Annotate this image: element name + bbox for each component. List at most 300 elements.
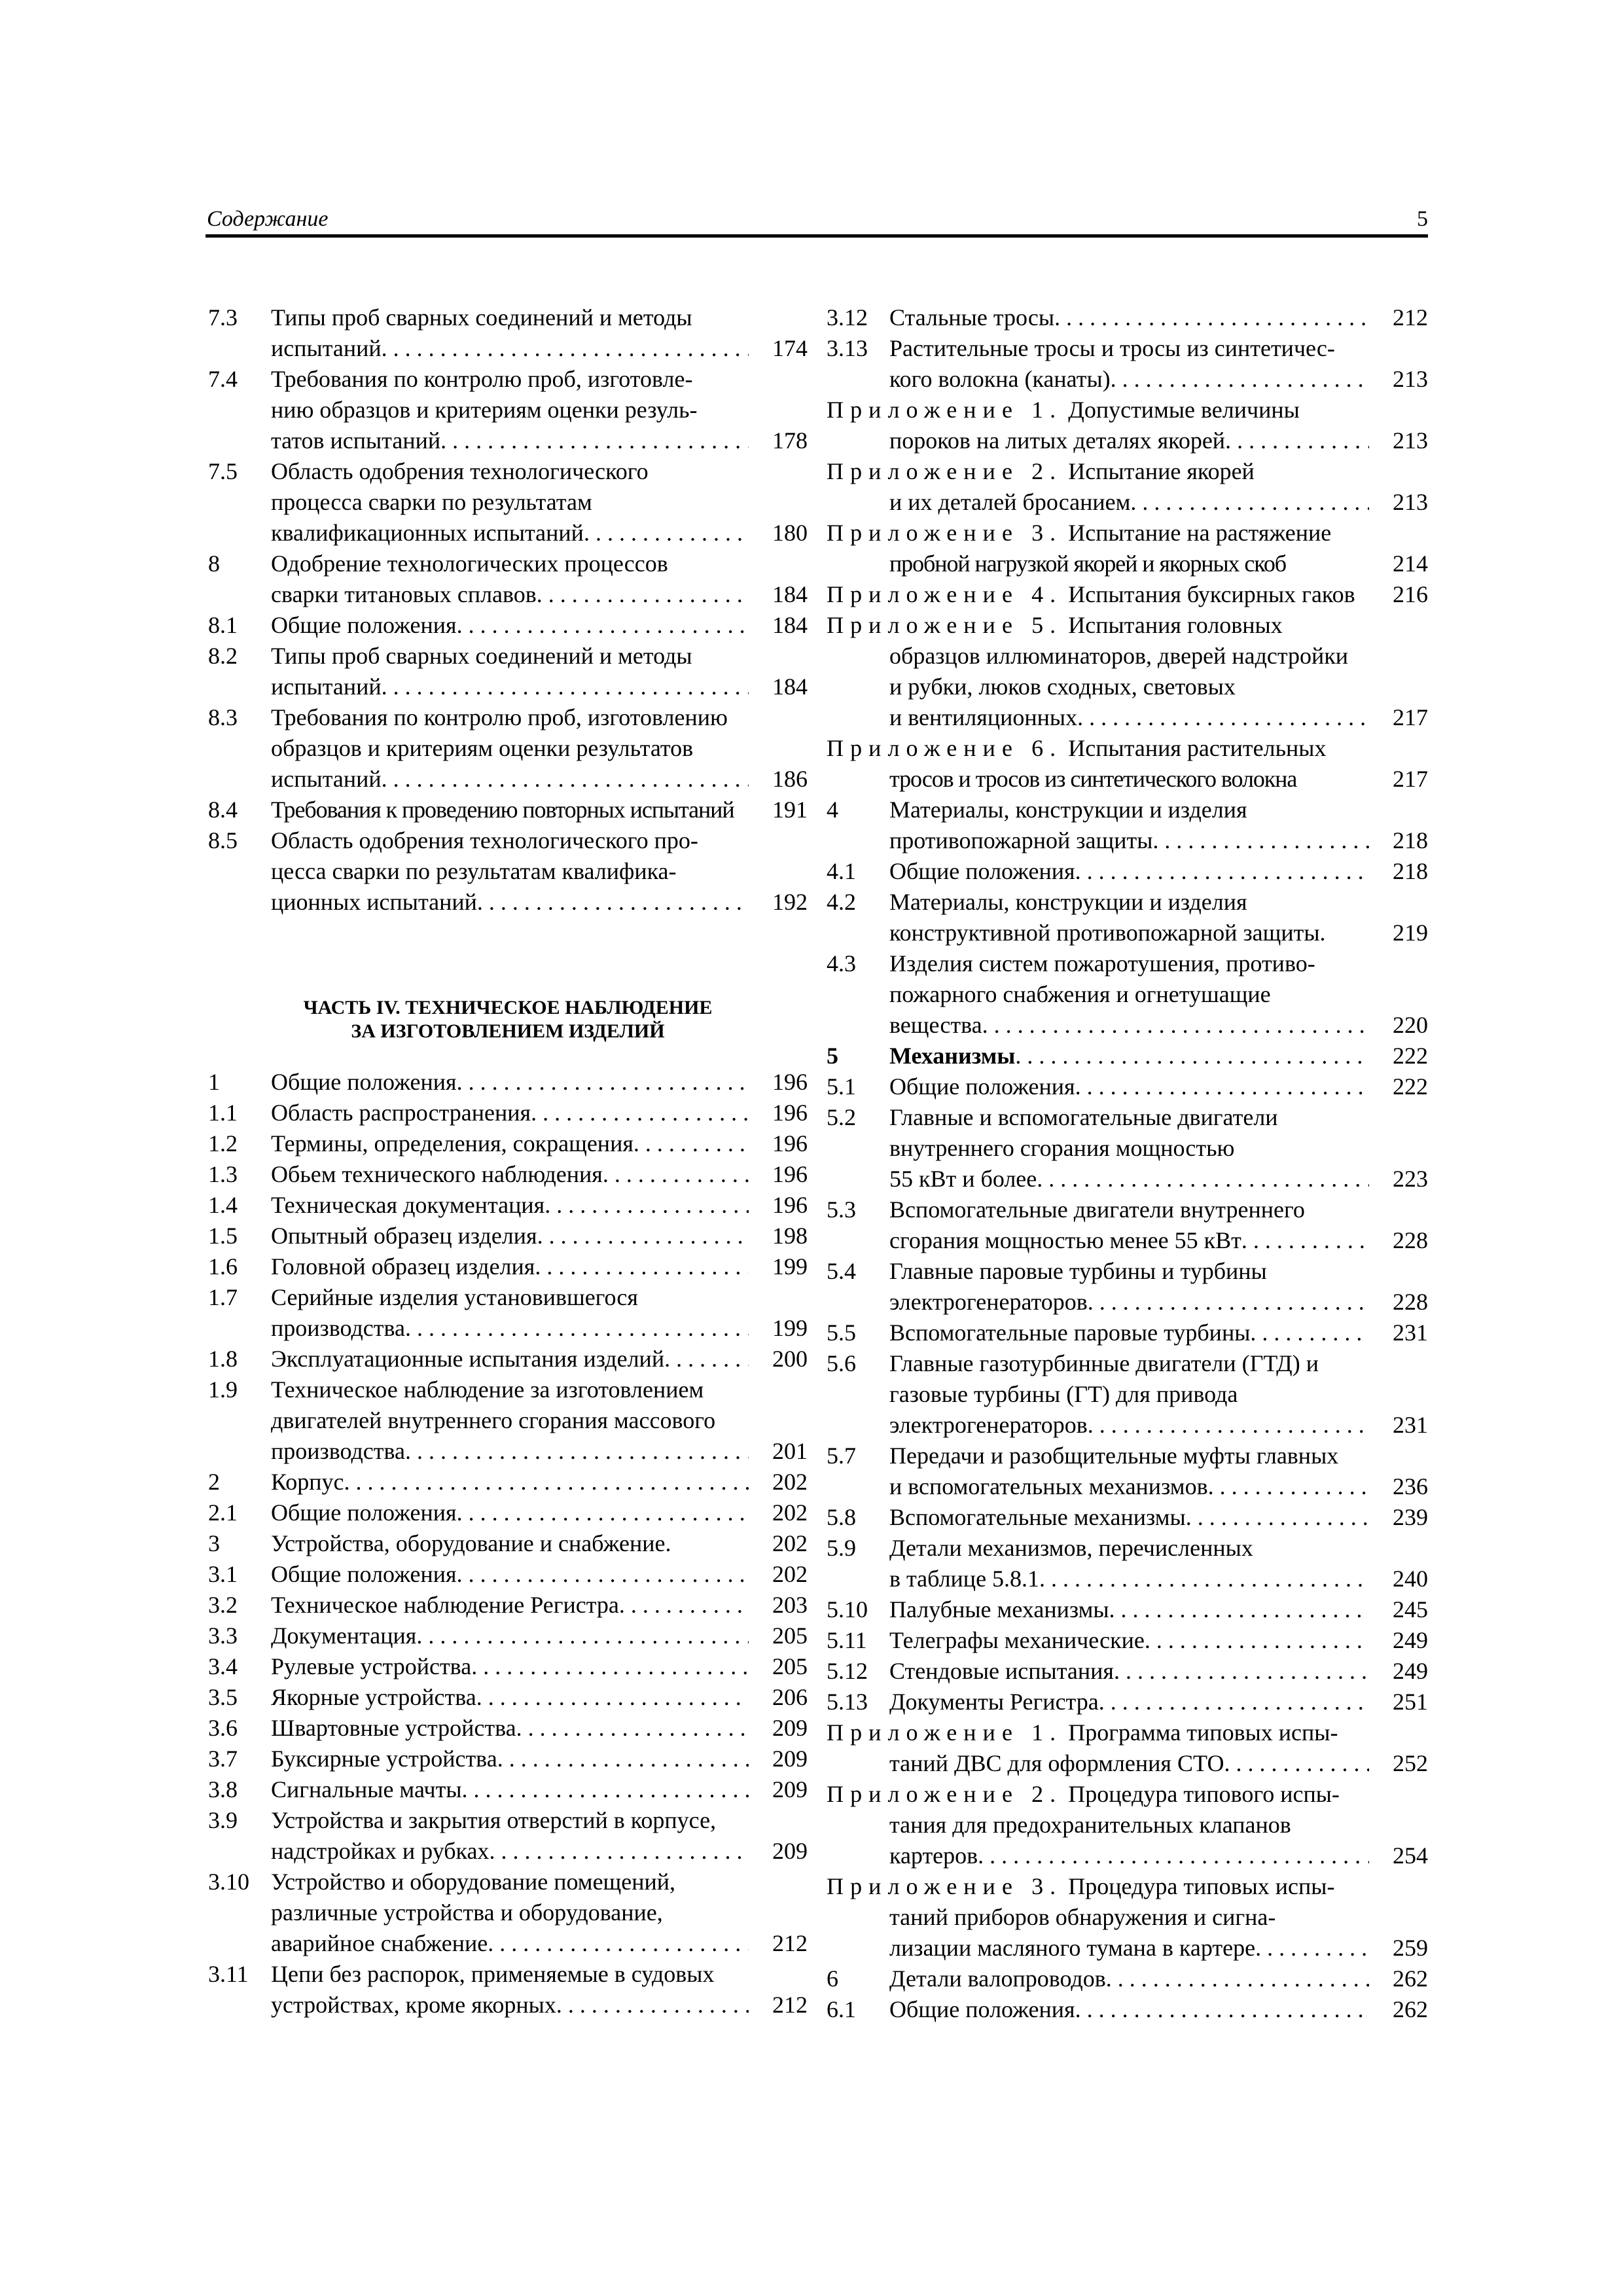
toc-entry-text <box>827 1441 1428 1502</box>
toc-entry-number: 1.4 <box>208 1192 238 1218</box>
dot-leader <box>535 1251 749 1282</box>
toc-entry-title: Механизмы <box>889 1043 1016 1069</box>
toc-entry-number: 3.9 <box>208 1807 238 1833</box>
toc-entry-number: 1.1 <box>208 1100 238 1126</box>
toc-entry <box>827 1102 1428 1194</box>
toc-entry <box>827 333 1428 395</box>
toc-entry <box>208 1098 808 1128</box>
toc-entry-page: 217 <box>1393 766 1428 792</box>
toc-entry-line <box>827 1779 1369 1810</box>
toc-entry-number: 3.6 <box>208 1715 238 1741</box>
toc-entry-page: 198 <box>772 1223 808 1249</box>
toc-entry-text <box>827 1994 1428 2025</box>
toc-entry-line <box>271 795 749 825</box>
toc-entry-page: 184 <box>772 581 808 607</box>
toc-entry <box>208 1774 808 1805</box>
toc-entry <box>208 1651 808 1682</box>
toc-entry-title: противопожарной защиты <box>889 827 1153 853</box>
toc-entry-text <box>827 1779 1428 1871</box>
dot-leader <box>619 1590 749 1621</box>
toc-entry-line <box>827 764 1369 795</box>
toc-entry-line <box>271 1928 749 1959</box>
toc-entry-page: 209 <box>772 1838 808 1864</box>
toc-entry-page: 178 <box>772 427 808 454</box>
dot-leader <box>457 1498 749 1528</box>
toc-entry-title: 55 кВт и более <box>889 1166 1037 1192</box>
toc-entry-line <box>889 887 1369 918</box>
toc-entry-line <box>271 1344 749 1374</box>
toc-entry-title: Корпус <box>271 1469 344 1495</box>
toc-entry-title: картеров <box>889 1842 978 1869</box>
toc-entry-title: Испытания растительных <box>1068 735 1327 761</box>
toc-entry-title: Обьем технического наблюдения <box>271 1161 603 1187</box>
toc-entry-line <box>271 1498 749 1528</box>
toc-entry-line <box>827 641 1369 672</box>
toc-entry-title: Вспомогательные двигатели внутреннего <box>889 1196 1305 1223</box>
toc-entry <box>827 1041 1428 1071</box>
toc-entry <box>827 1656 1428 1687</box>
part-heading <box>208 996 808 1043</box>
toc-entry-line <box>827 579 1369 610</box>
dot-leader <box>1225 425 1369 456</box>
header-title: Содержание <box>207 207 329 231</box>
toc-entry-number: 3.10 <box>208 1869 249 1895</box>
toc-entry-text <box>208 1621 808 1651</box>
toc-entry-page: 213 <box>1393 366 1428 392</box>
toc-entry-text <box>208 1282 808 1344</box>
toc-entry-number: 8.2 <box>208 643 238 669</box>
dot-leader <box>382 672 749 702</box>
toc-entry <box>827 1071 1428 1102</box>
toc-entry-page: 216 <box>1393 581 1428 607</box>
toc-entry-page: 218 <box>1393 858 1428 884</box>
appendix-label: Приложение 2. <box>827 1781 1063 1807</box>
toc-entry-title: газовые турбины (ГТ) для привода <box>889 1381 1238 1407</box>
toc-entry-title: Рулевые устройства <box>271 1653 472 1679</box>
toc-entry <box>827 795 1428 856</box>
toc-entry <box>208 1282 808 1344</box>
toc-entry-line <box>889 1164 1369 1194</box>
toc-entry <box>827 456 1428 518</box>
dot-leader <box>556 1990 749 2020</box>
toc-entry-title: Главные газотурбинные двигатели (ГТД) и <box>889 1350 1319 1376</box>
toc-entry <box>208 1867 808 1959</box>
toc-entry-page: 199 <box>772 1253 808 1280</box>
toc-entry-page: 262 <box>1393 1965 1428 1992</box>
toc-entry-title: Передачи и разобщительные муфты главных <box>889 1443 1339 1469</box>
toc-entry-page: 202 <box>772 1561 808 1587</box>
toc-entry-title: Вспомогательные паровые турбины <box>889 1319 1251 1346</box>
dot-leader <box>1111 364 1369 395</box>
toc-entry-number: 7.4 <box>208 366 238 392</box>
dot-leader <box>1088 1410 1369 1441</box>
toc-entry-line <box>271 487 749 518</box>
toc-entry-page: 231 <box>1393 1412 1428 1438</box>
toc-entry-title: Одобрение технологических процессов <box>271 550 668 577</box>
toc-entry-title: Стальные тросы <box>889 304 1055 331</box>
toc-entry-page: 212 <box>772 1992 808 2018</box>
toc-entry-line <box>271 1405 749 1436</box>
toc-entry-line <box>271 1805 749 1836</box>
toc-entry-number: 3.8 <box>208 1776 238 1803</box>
dot-leader <box>1106 1964 1369 1994</box>
toc-entry-line <box>271 1098 749 1128</box>
toc-entry-number: 7.3 <box>208 304 238 331</box>
toc-entry <box>208 1067 808 1098</box>
toc-entry <box>827 1348 1428 1441</box>
toc-entry-title: пробной нагрузкой якорей и якорных скоб <box>889 550 1287 577</box>
toc-entry-title: производства <box>271 1315 405 1341</box>
toc-entry-text <box>827 948 1428 1041</box>
toc-entry-number: 4.2 <box>827 889 856 915</box>
toc-entry <box>827 1256 1428 1318</box>
dot-leader <box>1186 1502 1369 1533</box>
toc-entry-line <box>271 1990 749 2020</box>
toc-entry-line <box>889 1071 1369 1102</box>
toc-entry-page: 213 <box>1393 489 1428 515</box>
toc-entry-title: Испытание якорей <box>1068 458 1255 484</box>
toc-entry-number: 2.1 <box>208 1499 238 1526</box>
toc-entry-title: Устройства и закрытия отверстий в корпусе, <box>271 1807 717 1833</box>
toc-entry-line <box>889 1194 1369 1225</box>
toc-entry-line <box>271 1713 749 1744</box>
toc-entry-text <box>827 518 1428 579</box>
toc-entry-page: 217 <box>1393 704 1428 730</box>
toc-entry <box>827 395 1428 456</box>
toc-entry-line <box>889 1564 1369 1594</box>
toc-entry-number: 1 <box>208 1069 220 1095</box>
toc-entry-line <box>271 1959 749 1990</box>
toc-entry-line <box>889 1533 1369 1564</box>
toc-entry-title: в таблице 5.8.1 <box>889 1566 1040 1592</box>
toc-entry-line <box>271 764 749 795</box>
toc-entry-line <box>889 1010 1369 1041</box>
toc-entry <box>208 1621 808 1651</box>
toc-entry <box>208 1344 808 1374</box>
toc-entry-title: Общие положения <box>889 858 1075 884</box>
toc-entry <box>827 610 1428 733</box>
toc-entry-text <box>208 1682 808 1713</box>
toc-entry-text <box>208 1744 808 1774</box>
dot-leader <box>1255 1933 1369 1964</box>
toc-entry-text <box>208 548 808 610</box>
toc-entry-title: Испытания головных <box>1068 612 1283 638</box>
toc-entry-page: 236 <box>1393 1473 1428 1499</box>
toc-entry-text <box>827 1625 1428 1656</box>
toc-entry-text <box>208 1590 808 1621</box>
toc-entry-line <box>271 456 749 487</box>
toc-entry-title: Изделия систем пожаротушения, противо- <box>889 950 1315 977</box>
toc-entry-line <box>889 856 1369 887</box>
toc-entry-page: 228 <box>1393 1227 1428 1253</box>
toc-entry-title: испытаний <box>271 766 382 792</box>
toc-entry-line <box>889 1102 1369 1133</box>
toc-entry-title: Область одобрения технологического <box>271 458 649 484</box>
toc-entry-page: 209 <box>772 1776 808 1803</box>
toc-entry-text <box>827 1348 1428 1441</box>
dot-leader <box>477 887 749 918</box>
toc-entry-title: Документы Регистра <box>889 1689 1099 1715</box>
toc-entry-line <box>271 825 749 856</box>
dot-leader <box>531 1098 749 1128</box>
toc-entry-page: 254 <box>1393 1842 1428 1869</box>
toc-entry <box>208 1374 808 1467</box>
toc-entry-page: 245 <box>1393 1596 1428 1623</box>
dot-leader <box>489 1836 749 1867</box>
toc-entry-title: двигателей внутреннего сгорания массового <box>271 1407 716 1433</box>
toc-entry-page: 202 <box>772 1530 808 1556</box>
toc-entry-line <box>889 1625 1369 1656</box>
toc-entry-text <box>208 1713 808 1744</box>
toc-entry-line <box>827 548 1369 579</box>
toc-entry-title: Общие положения <box>271 1561 457 1587</box>
toc-entry <box>208 1713 808 1744</box>
toc-entry-text <box>827 1964 1428 1994</box>
toc-entry-title: Процедура типового испы- <box>1068 1781 1340 1807</box>
dot-leader <box>1109 1594 1369 1625</box>
toc-entry <box>208 1128 808 1159</box>
toc-entry-page: 200 <box>772 1346 808 1372</box>
toc-entry-title: пожарного снабжения и огнетушащие <box>889 981 1271 1007</box>
dot-leader <box>1088 1287 1369 1318</box>
toc-entry-title: Опытный образец изделия <box>271 1223 537 1249</box>
toc-list-left-top <box>208 302 808 918</box>
appendix-label: Приложение 5. <box>827 612 1063 638</box>
toc-entry <box>827 948 1428 1041</box>
toc-entry-number: 1.9 <box>208 1376 238 1403</box>
toc-entry-title: Сигнальные мачты <box>271 1776 462 1803</box>
toc-entry-number: 3.12 <box>827 304 868 331</box>
toc-entry-text <box>827 579 1428 610</box>
toc-entry <box>827 1502 1428 1533</box>
toc-entry-line <box>827 456 1369 487</box>
toc-entry-text <box>208 1528 808 1559</box>
dot-leader <box>1130 487 1369 518</box>
toc-entry-line <box>271 1836 749 1867</box>
dot-leader <box>344 1467 749 1498</box>
toc-entry-title: нию образцов и критериям оценки резуль- <box>271 397 698 423</box>
toc-entry-text <box>827 733 1428 795</box>
toc-entry <box>827 1871 1428 1964</box>
toc-entry-page: 184 <box>772 612 808 638</box>
toc-entry-title: Типы проб сварных соединений и методы <box>271 304 692 331</box>
toc-entry-line <box>827 1840 1369 1871</box>
toc-entry-text <box>827 1041 1428 1071</box>
toc-entry-line <box>271 302 749 333</box>
toc-entry-number: 7.5 <box>208 458 238 484</box>
toc-entry-text <box>208 1128 808 1159</box>
toc-entry-title: конструктивной противопожарной защиты. <box>889 920 1326 946</box>
dot-leader <box>457 610 749 641</box>
toc-entry-page: 196 <box>772 1069 808 1095</box>
toc-entry-number: 4.3 <box>827 950 856 977</box>
toc-entry-title: Общие положения <box>271 612 457 638</box>
toc-entry-line <box>889 979 1369 1010</box>
dot-leader <box>537 1221 749 1251</box>
toc-entry-title: Техническое наблюдение Регистра <box>271 1592 619 1618</box>
toc-entry-number: 3.11 <box>208 1961 249 1987</box>
toc-entry-line <box>889 1687 1369 1717</box>
toc-entry-number: 5.12 <box>827 1658 868 1684</box>
toc-entry-title: Допустимые величины <box>1068 397 1300 423</box>
toc-entry-page: 249 <box>1393 1627 1428 1653</box>
toc-entry-line <box>271 364 749 395</box>
toc-entry-page: 262 <box>1393 1996 1428 2022</box>
toc-entry-number: 5.6 <box>827 1350 856 1376</box>
toc-entry-line <box>271 1528 749 1559</box>
toc-entry-page: 240 <box>1393 1566 1428 1592</box>
toc-entry-line <box>827 733 1369 764</box>
toc-entry-title: Типы проб сварных соединений и методы <box>271 643 692 669</box>
toc-entry-line <box>889 364 1369 395</box>
toc-entry-text <box>827 1256 1428 1318</box>
toc-entry-title: Область распространения <box>271 1100 531 1126</box>
toc-entry-page: 180 <box>772 520 808 546</box>
toc-entry-title: цесса сварки по результатам квалифика- <box>271 858 677 884</box>
toc-entry-line <box>271 1159 749 1190</box>
toc-entry-title: и их деталей бросанием <box>889 489 1131 515</box>
toc-entry-line <box>889 333 1369 364</box>
toc-entry <box>827 302 1428 333</box>
toc-entry-text <box>208 1190 808 1221</box>
toc-entry-line <box>889 1379 1369 1410</box>
toc-entry <box>208 1528 808 1559</box>
toc-entry-line <box>889 1287 1369 1318</box>
toc-entry-line <box>271 425 749 456</box>
toc-entry-line <box>271 1251 749 1282</box>
toc-entry-number: 3.13 <box>827 335 868 361</box>
toc-entry-line <box>827 425 1369 456</box>
toc-entry-text <box>827 1102 1428 1194</box>
dot-leader <box>1039 1564 1369 1594</box>
toc-entry-text <box>208 1498 808 1528</box>
toc-entry-number: 5 <box>827 1043 838 1069</box>
dot-leader <box>1015 1041 1369 1071</box>
toc-entry-number: 5.5 <box>827 1319 856 1346</box>
toc-entry-title: электрогенераторов <box>889 1289 1088 1315</box>
toc-entry <box>208 1251 808 1282</box>
toc-entry-title: кого волокна (канаты) <box>889 366 1111 392</box>
toc-entry-text <box>208 1774 808 1805</box>
toc-entry-text <box>208 1159 808 1190</box>
dot-leader <box>457 1559 749 1590</box>
toc-entry <box>827 518 1428 579</box>
toc-entry-number: 5.4 <box>827 1258 856 1284</box>
dot-leader <box>982 1010 1369 1041</box>
dot-leader <box>1054 302 1369 333</box>
toc-entry-text <box>827 1594 1428 1625</box>
toc-entry-line <box>889 1225 1369 1256</box>
toc-entry-number: 3.4 <box>208 1653 238 1679</box>
toc-entry-text <box>827 456 1428 518</box>
toc-entry-line <box>889 795 1369 825</box>
toc-entry-line <box>889 1318 1369 1348</box>
toc-entry-line <box>889 1256 1369 1287</box>
toc-entry <box>827 1687 1428 1717</box>
dot-leader <box>1075 1071 1369 1102</box>
toc-entry-page: 196 <box>772 1161 808 1187</box>
toc-entry-text <box>208 1098 808 1128</box>
toc-entry <box>208 1682 808 1713</box>
toc-entry-title: надстройках и рубках <box>271 1838 490 1864</box>
toc-entry-title: Общие положения <box>889 1996 1075 2022</box>
toc-entry-title: Детали механизмов, перечисленных <box>889 1535 1253 1561</box>
toc-entry <box>827 1194 1428 1256</box>
toc-column-right <box>827 302 1428 2025</box>
toc-entry-number: 3.5 <box>208 1684 238 1710</box>
toc-entry-title: татов испытаний <box>271 427 441 454</box>
toc-entry-title: Документация <box>271 1623 417 1649</box>
toc-entry-text <box>208 1067 808 1098</box>
toc-entry-number: 3.1 <box>208 1561 238 1587</box>
dot-leader <box>497 1744 749 1774</box>
toc-entry-title: лизации масляного тумана в картере <box>889 1935 1256 1961</box>
toc-entry-title: и рубки, люков сходных, световых <box>889 673 1236 700</box>
dot-leader <box>537 579 749 610</box>
toc-entry-text <box>208 1374 808 1467</box>
toc-entry-line <box>271 1867 749 1897</box>
dot-leader <box>633 1128 749 1159</box>
toc-entry-number: 3.3 <box>208 1623 238 1649</box>
toc-entry-number: 8.5 <box>208 827 238 853</box>
toc-entry-line <box>271 548 749 579</box>
toc-entry-title: и вспомогательных механизмов <box>889 1473 1208 1499</box>
toc-entry-line <box>271 610 749 641</box>
toc-entry <box>208 1744 808 1774</box>
toc-entry-text <box>208 456 808 548</box>
toc-entry-title: тания для предохранительных клапанов <box>889 1812 1291 1838</box>
toc-entry-text <box>208 1467 808 1498</box>
toc-entry-number: 3 <box>208 1530 220 1556</box>
toc-entry-text <box>827 1871 1428 1964</box>
toc-entry-title: Общие положения <box>271 1499 457 1526</box>
toc-entry <box>827 1717 1428 1779</box>
toc-entry <box>827 1994 1428 2025</box>
toc-entry-title: Испытание на растяжение <box>1068 520 1332 546</box>
toc-entry <box>208 702 808 795</box>
toc-entry-text <box>208 1651 808 1682</box>
toc-entry <box>827 856 1428 887</box>
toc-entry-number: 4 <box>827 797 838 823</box>
toc-entry-page: 222 <box>1393 1043 1428 1069</box>
toc-entry <box>827 1533 1428 1594</box>
toc-entry-line <box>271 333 749 364</box>
toc-entry-page: 196 <box>772 1100 808 1126</box>
toc-entry-page: 231 <box>1393 1319 1428 1346</box>
toc-entry-title: процесса сварки по результатам <box>271 489 592 515</box>
toc-entry <box>208 1467 808 1498</box>
toc-entry-number: 5.10 <box>827 1596 868 1623</box>
toc-entry-line <box>271 1590 749 1621</box>
toc-entry-line <box>271 1374 749 1405</box>
toc-entry-line <box>827 672 1369 702</box>
toc-entry-line <box>271 1128 749 1159</box>
toc-entry <box>208 1190 808 1221</box>
toc-entry-title: Общие положения <box>271 1069 457 1095</box>
toc-entry-title: образцов и критериям оценки результатов <box>271 735 694 761</box>
toc-entry-text <box>208 641 808 702</box>
toc-entry-text <box>827 302 1428 333</box>
toc-entry-title: Буксирные устройства <box>271 1746 497 1772</box>
dot-leader <box>1145 1625 1369 1656</box>
toc-entry-title: электрогенераторов <box>889 1412 1088 1438</box>
toc-entry-line <box>271 733 749 764</box>
toc-entry-page: 196 <box>772 1192 808 1218</box>
toc-entry-line <box>889 1994 1369 2025</box>
toc-entry-title: Швартовные устройства <box>271 1715 516 1741</box>
toc-entry-line <box>889 302 1369 333</box>
toc-entry-title: различные устройства и оборудование, <box>271 1899 663 1926</box>
